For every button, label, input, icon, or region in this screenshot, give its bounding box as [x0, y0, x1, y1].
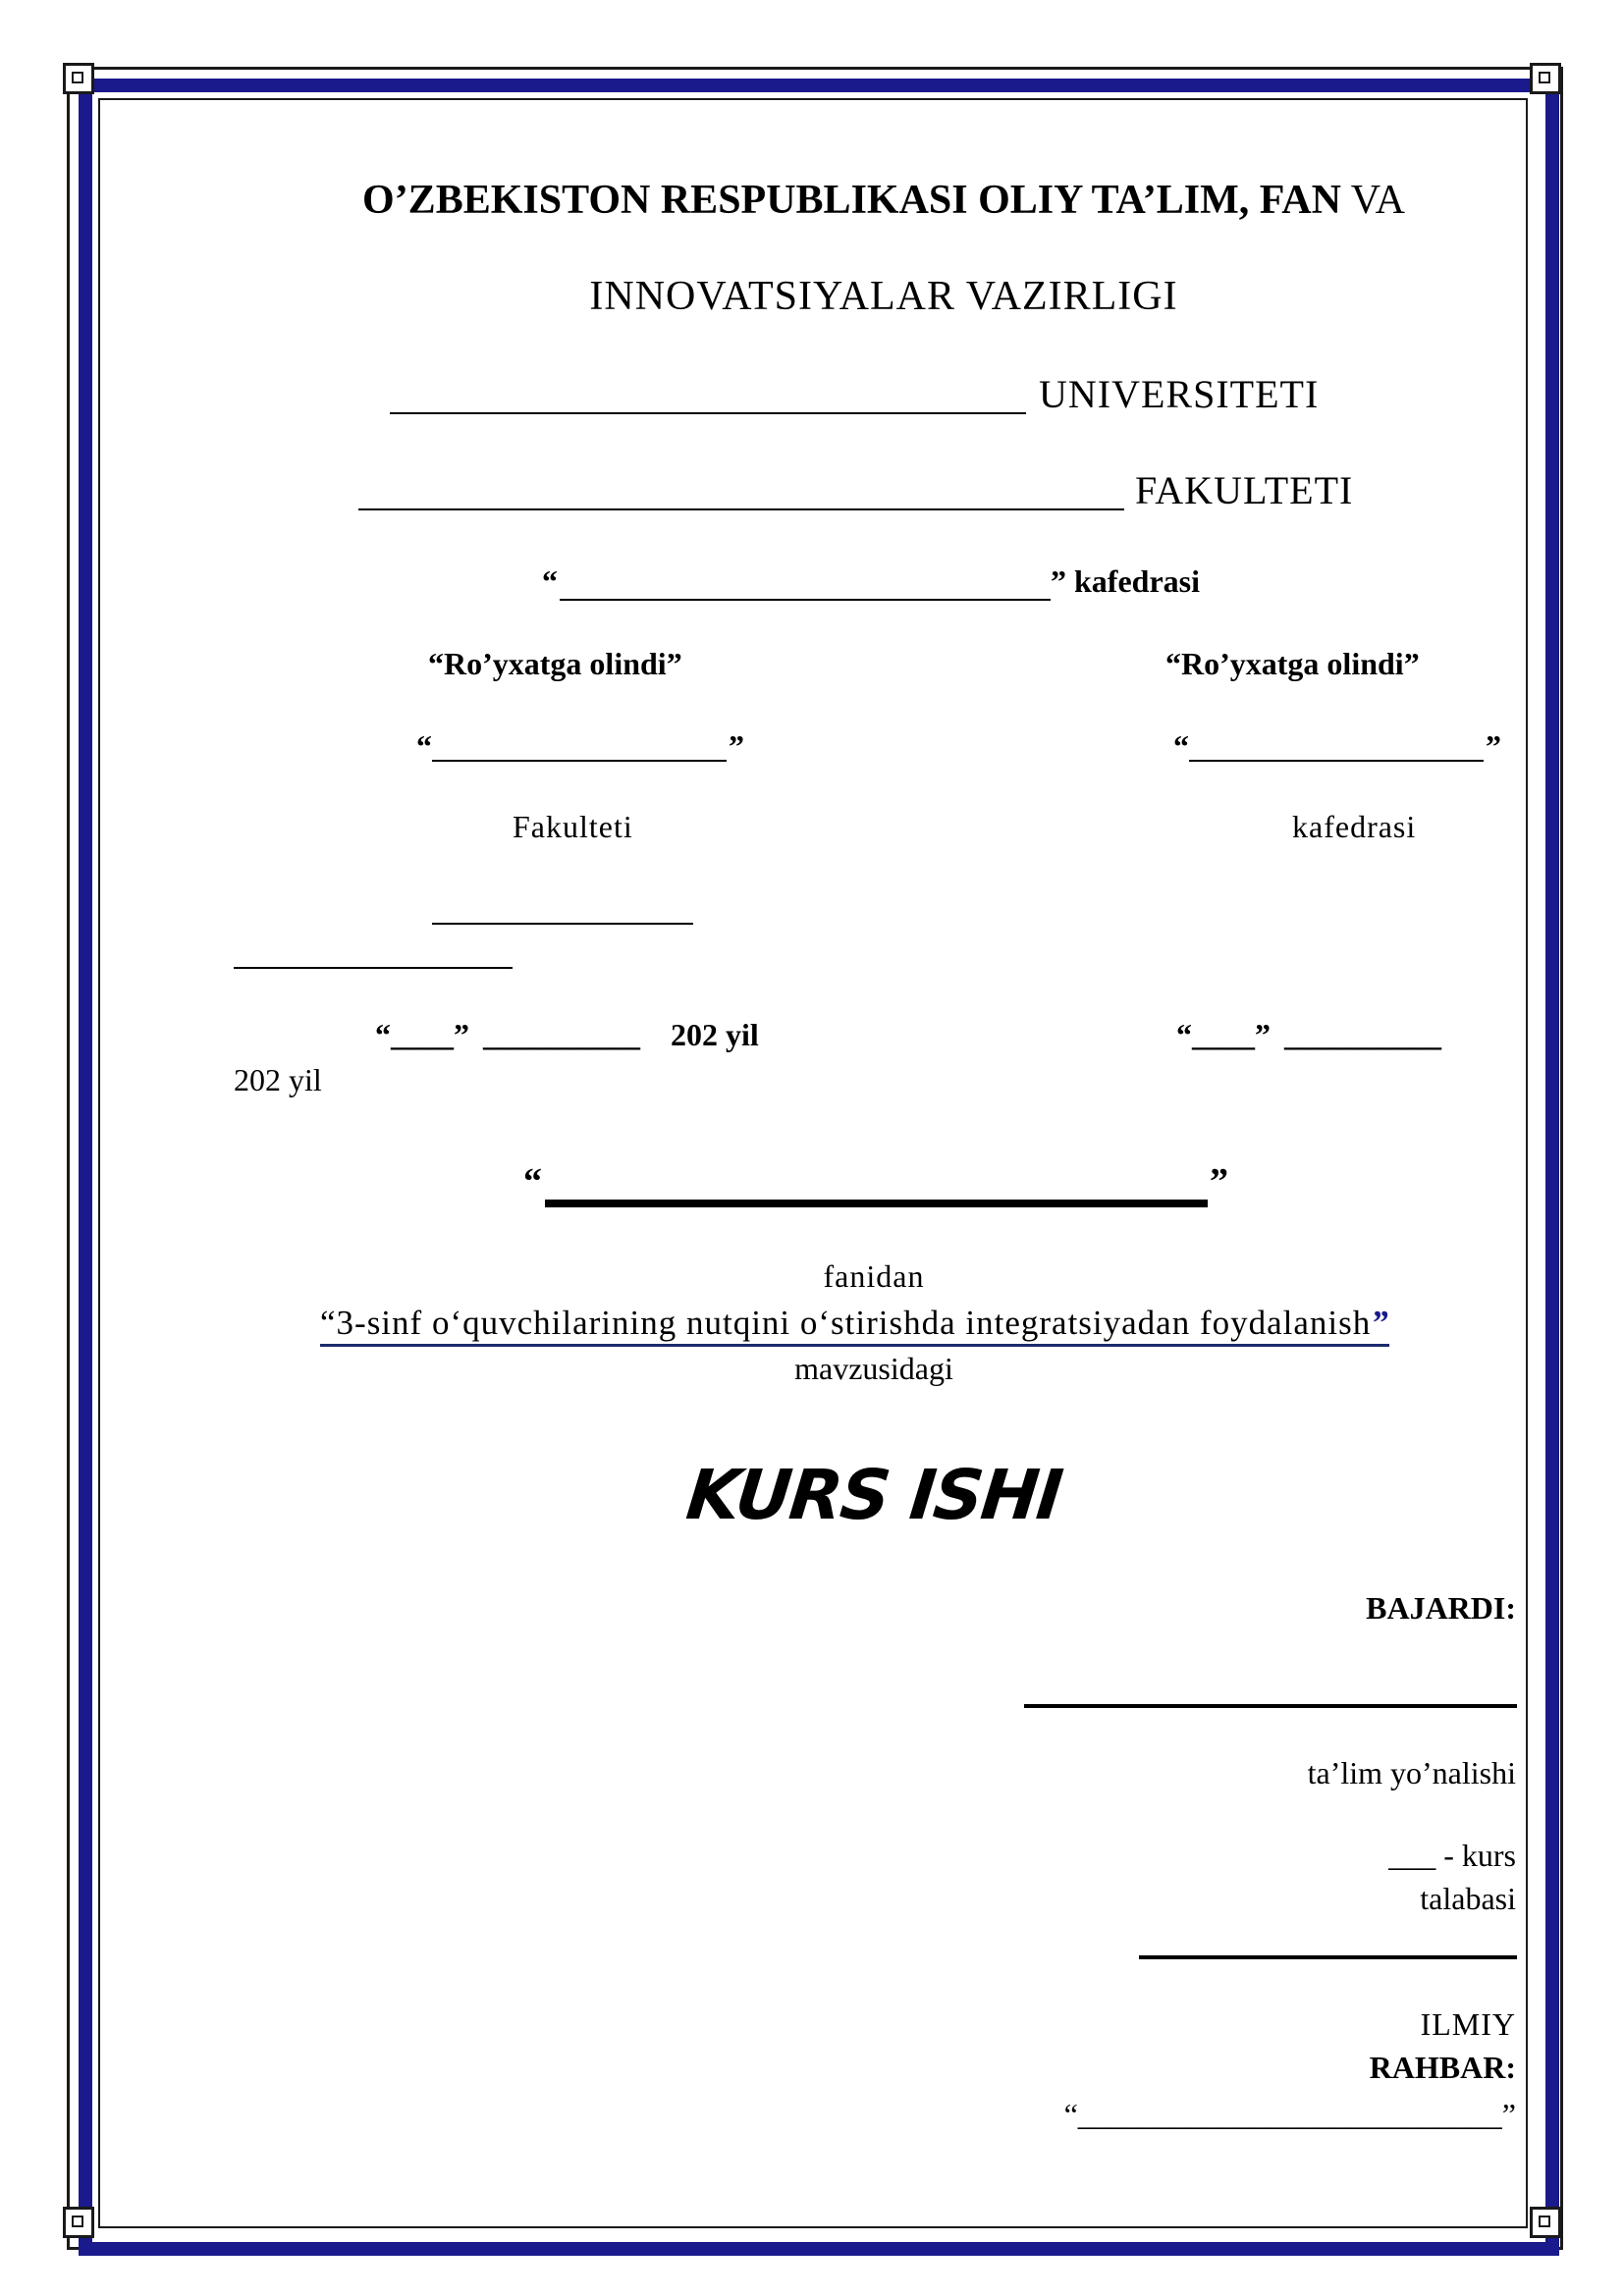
mavzusidagi-label: mavzusidagi — [794, 1351, 953, 1386]
ministry-line-1-rest: VA — [1350, 178, 1405, 223]
university-label: UNIVERSITETI — [1039, 372, 1320, 416]
approval-left-date-quote: “____” — [375, 1017, 469, 1052]
advisor-label-line2: RAHBAR: — [1369, 2050, 1516, 2085]
university-blank — [390, 412, 1026, 414]
approval-left-date-year: 202 yil — [671, 1017, 759, 1052]
subject-quote-close: ” — [1210, 1161, 1228, 1202]
approval-left-quote-open: “ — [416, 728, 432, 764]
frame-corner-top-right — [1530, 63, 1561, 94]
approval-left-quote-close: ” — [729, 728, 744, 764]
document-title: KURS ISHI — [682, 1455, 1065, 1535]
student-group-blank — [1139, 1955, 1517, 1959]
direction-label: ta’lim yo’nalishi — [1307, 1755, 1516, 1790]
approval-left-date-blank: __________ — [483, 1017, 640, 1052]
frame-corner-bottom-left — [63, 2207, 94, 2238]
kafedra-blank — [560, 599, 1051, 601]
approval-left-signature-blank — [432, 923, 693, 925]
student-label: talabasi — [1420, 1881, 1516, 1916]
kafedra-label: ” kafedrasi — [1051, 563, 1200, 599]
topic-line — [320, 1304, 1389, 1347]
faculty-blank — [358, 508, 1124, 510]
approval-date-year-wrapped: 202 yil — [234, 1062, 322, 1097]
subject-blank — [545, 1200, 1208, 1207]
frame-corner-top-left — [63, 63, 94, 94]
approval-right-caption: kafedrasi — [1292, 809, 1417, 844]
student-name-blank — [1024, 1704, 1517, 1708]
ministry-line-1-bold: O’ZBEKISTON RESPUBLIKASI OLIY TA’LIM, FAN — [362, 178, 1341, 223]
subject-quote-open: “ — [523, 1161, 542, 1202]
bajardi-label: BAJARDI: — [1366, 1590, 1516, 1626]
faculty-label: FAKULTETI — [1135, 468, 1354, 512]
approval-right-date-quote: “____” — [1176, 1017, 1271, 1052]
advisor-name-field: “___________________________” — [1063, 2097, 1516, 2132]
approval-right-quote-open: “ — [1173, 728, 1189, 764]
approval-right-title: “Ro’yxatga olindi” — [1165, 646, 1420, 681]
approval-left-title: “Ro’yxatga olindi” — [428, 646, 682, 681]
approval-right-blank — [1189, 760, 1484, 762]
ministry-line-2: INNOVATSIYALAR VAZIRLIGI — [589, 274, 1178, 319]
topic-quote-close: ” — [1371, 1304, 1389, 1342]
approval-left-blank — [432, 760, 727, 762]
topic-text: “3-sinf o‘quvchilarining nutqini o‘stirishda integratsiyadan foydalanish — [320, 1304, 1372, 1342]
frame-corner-bottom-right — [1530, 2207, 1561, 2238]
approval-right-quote-close: ” — [1486, 728, 1501, 764]
ministry-line-1 — [196, 177, 1571, 224]
page-frame-inner — [98, 98, 1528, 2228]
approval-left-caption: Fakulteti — [513, 809, 633, 844]
course-label: ___ - kurs — [1388, 1838, 1516, 1873]
advisor-label-line1: ILMIY — [1420, 2006, 1516, 2042]
fanidan-label: fanidan — [823, 1258, 925, 1294]
kafedra-quote-open: “ — [542, 563, 558, 599]
approval-right-date-blank: __________ — [1284, 1017, 1441, 1052]
approval-right-signature-blank — [234, 967, 513, 969]
